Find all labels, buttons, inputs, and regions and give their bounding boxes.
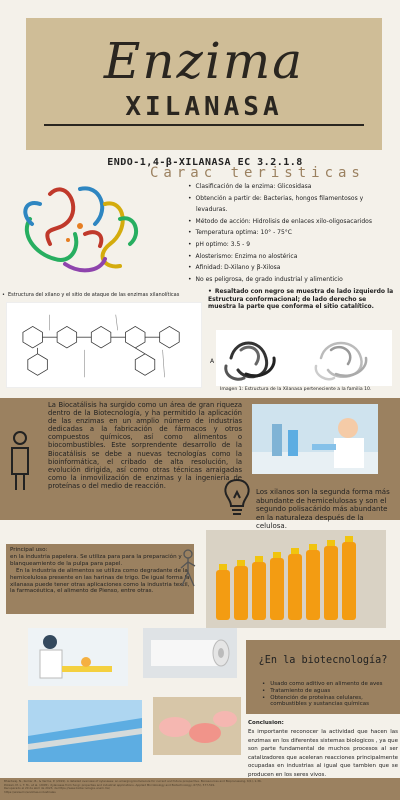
xylan-caption: • Estructura del xilano y el sitio de ataque de las enzimas xilanolíticas <box>2 292 222 298</box>
xylanase-3d-structure-image <box>216 330 392 386</box>
list-item: • pH optimo: 3.5 - 9 <box>188 239 388 251</box>
page-subtitle: XILANASA <box>125 92 283 122</box>
list-item: • Afinidad: D-Xilano y β-Xilosa <box>188 262 388 274</box>
list-item: levaduras. <box>196 206 228 214</box>
list-item: • Obtención de proteínas celulares, combustibles y sustancias químicas <box>262 695 398 709</box>
uses-paragraph: Principal uso: en la industria papelera. Se utiliza para para la preparación y blanqueamiento de la pulpa para papel. <box>10 547 182 567</box>
page-title: Enzima <box>103 32 305 90</box>
structure-note: • Resaltado con negro se muestra de lado izquierdo la Estructura conformacional; de lado derecho se muestra la parte que conforma el sitio catalítico. <box>208 288 394 310</box>
list-item: • Método de acción: Hidrolisis de enlaces xilo-oligosacaridos <box>188 216 388 228</box>
conclusion-title: Conclusion: <box>248 720 284 726</box>
paper-roll-photo <box>143 628 237 678</box>
juice-bottles-photo <box>206 530 386 628</box>
reference-line: Bhardwaj, N., Kumar, B., & Verma, P. (2019). A detailed overview of xylanases: an emerging biomolecule for current and future prospective. Bioresources and Bioprocessing, 6(1), 1-36. <box>4 780 262 783</box>
lightbulb-icon <box>220 476 254 518</box>
section-heading-caracteristicas: Carac teristicas <box>150 165 365 181</box>
person-icon <box>0 398 40 520</box>
xilanos-text: Los xilanos son la segunda forma más abundante de hemicelulosas y son el segundo polisacárido más abundante en la naturaleza después de la celulosa. <box>256 488 390 531</box>
references-footer <box>0 778 400 800</box>
list-item: • Clasificación de la enzima: Glicosidasa <box>188 181 388 193</box>
reference-line: https://www.mx/enzimas-industriales <box>4 790 56 794</box>
figure-caption: Imagen 1: Estructura de la Xilanasa perteneciente a la familia 10. <box>220 387 372 392</box>
biocatalysis-text: La Biocatálisis ha surgido como un área de gran riqueza dentro de la Biotecnología, y ha permitido la aplicación de las enzimas en un amplio número de industrias dedicadas a la fabricación de fármacos y otros compuestos químicos, así como alimentos o biocombustibles. Este sorprendente desarrollo de la Biocatálisis se debe a nuevas tecnologías como la bioinformática, el cribado de alta resolución, la evolución dirigida, así como otras técnicas arraigadas como la inmovilización de enzimas y la ingeniería de proteínas o del medio de reacción. <box>48 401 242 490</box>
pigs-photo <box>153 697 241 755</box>
conclusion-text: Es importante reconocer la actividad que hacen las enzimas en los diferentes sistemas biologicos , ya que son parte fundamental de muchos procesos al ser catalizadores que aceleran reacciones principalmente ocupadas en industrias al igual que tambien que se producen en los seres vivos. <box>248 729 398 778</box>
uses-box <box>6 544 194 614</box>
list-item: • Temperatura optima: 10° - 75°C <box>188 227 388 239</box>
xylanase-structure-image <box>10 174 160 284</box>
reference-line: Recuperado el 20 de abril de 2023, de https://www.biotecnologia.unam.mx/ <box>4 787 111 791</box>
title-banner <box>26 18 382 150</box>
title-divider <box>44 124 364 126</box>
section-heading-biotecnologia: ¿En la biotecnología? <box>258 655 388 666</box>
list-item: • Usado como aditivo en alimento de aves <box>262 681 398 688</box>
lab-photo <box>252 404 378 474</box>
properties-list <box>188 181 388 285</box>
biotech-list <box>262 681 398 708</box>
ec-number: ENDO-1,4-β-XILANASA EC 3.2.1.8 <box>107 157 303 168</box>
xylan-structure-diagram <box>6 302 202 388</box>
list-item: • No es peligrosa, de grado industrial y alimenticio <box>188 274 388 286</box>
list-item: • Tratamiento de aguas <box>262 688 398 695</box>
figure-label: A <box>210 358 215 365</box>
uses-paragraph: En la industria de alimentos se utiliza como degradante de la hemicelulosa presente en las harinas de trigo. De igual forma la xilanasa puede tener otras aplicaciones como la industria textil, la farmacéutica, el alimento de Pienso, entre otras. <box>10 567 190 595</box>
walking-person-icon <box>178 548 198 590</box>
factory-worker-photo <box>28 628 128 686</box>
list-item: • Alosterismo: Enzima no alostérica <box>188 251 388 263</box>
reference-line: Polizeli, M. L. T. M., et al. (2005). Xylanases from fungi: properties and industrial applications. Applied Microbiology and Biotechnology, 67(5), 577-591. <box>4 783 216 787</box>
water-treatment-photo <box>28 700 142 762</box>
list-item: • Obtención a partir de: Bacterias, hongos filamentosos y <box>188 193 388 205</box>
